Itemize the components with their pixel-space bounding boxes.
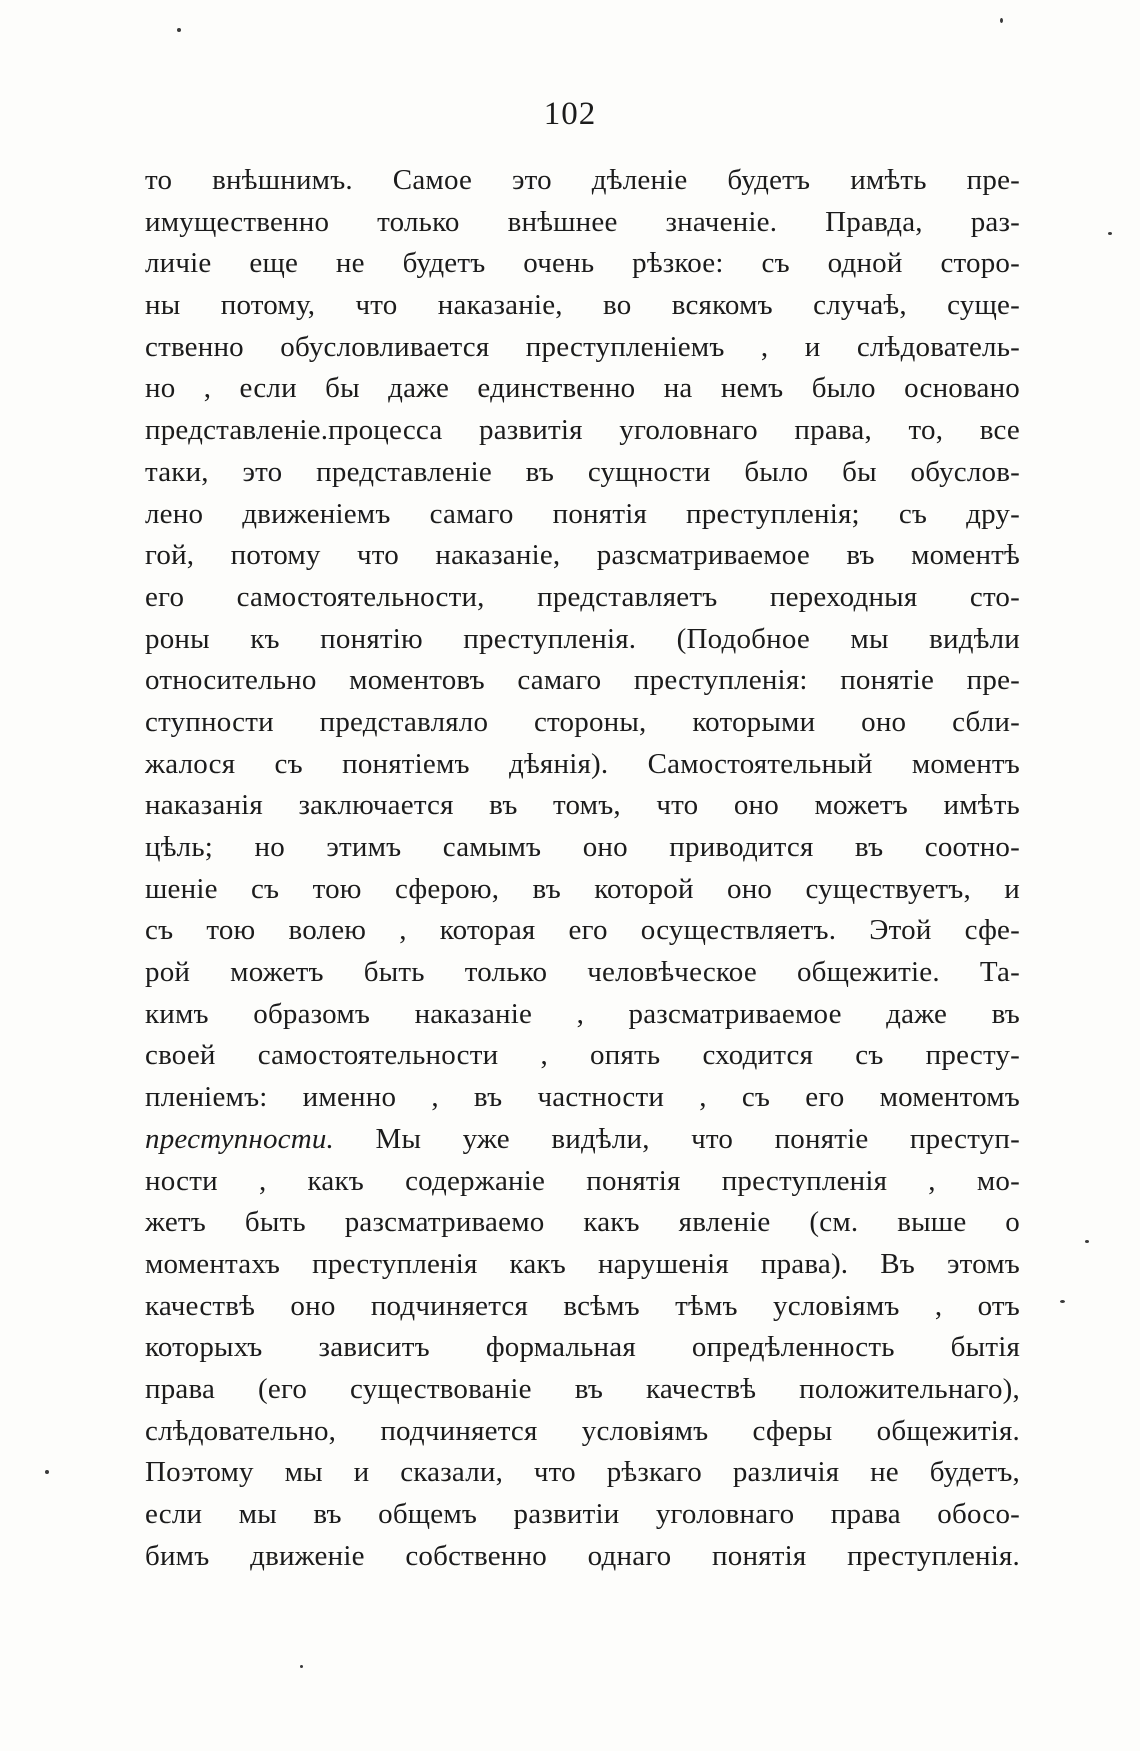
text-line: ны потому, что наказаніе, во всякомъ случаѣ, суще- [145,289,1020,322]
text-line: жалося съ понятіемъ дѣянія). Самостоятельный моментъ [145,747,1020,780]
text-line: наказанія заключается въ томъ, что оно можетъ имѣть [145,789,1020,822]
text-line: то внѣшнимъ. Самое это дѣленіе будетъ имѣть пре- [145,164,1020,196]
text-line-with-italic [145,1119,1020,1161]
text-line: таки, это представленіе въ сущности было бы обуслов- [145,455,1020,488]
scan-speck [1085,1240,1089,1243]
text-line: своей самостоятельности , опять сходится съ престу- [145,1039,1020,1072]
scan-speck [1108,232,1112,235]
text-line: бимъ движеніе собственно однаго понятія преступленія. [145,1539,1020,1572]
text-line: шеніе съ тою сферою, въ которой оно существуетъ, и [145,872,1020,905]
text-line: жетъ быть разсматриваемо какъ явленіе (см. выше о [145,1206,1020,1239]
text-line: рой можетъ быть только человѣческое общежитіе. Та- [145,956,1020,989]
page-number: 102 [543,96,597,132]
text-line: пленіемъ: именно , въ частности , съ его моментомъ [145,1081,1020,1114]
text-line: ности , какъ содержаніе понятія преступленія , мо- [145,1164,1020,1197]
text-line: имущественно только внѣшнее значеніе. Правда, раз- [145,205,1020,238]
text-line: но , если бы даже единственно на немъ было основано [145,372,1020,405]
text-line: роны къ понятію преступленія. (Подобное мы видѣли [145,622,1020,655]
text-line: цѣль; но этимъ самымъ оно приводится въ соотно- [145,831,1020,863]
scan-speck [45,1470,49,1474]
text-line: ступности представляло стороны, которыми оно сбли- [145,705,1020,738]
text-line: качествѣ оно подчиняется всѣмъ тѣмъ условіямъ , отъ [145,1289,1020,1322]
text-line: относительно моментовъ самаго преступленія: понятіе пре- [145,664,1020,697]
text-line: представленіе.процесса развитія уголовнаго права, то, все [145,414,1020,447]
scan-speck [1060,1300,1065,1303]
text-line: если мы въ общемъ развитіи уголовнаго права обосо- [145,1498,1020,1530]
scan-speck [1000,18,1003,23]
italic-term: преступности. [145,1122,335,1155]
text-line: которыхъ зависитъ формальная опредѣленность бытія [145,1331,1020,1364]
text-line: Поэтому мы и сказали, что рѣзкаго различія не будетъ, [145,1456,1020,1489]
text-line-rest: Мы уже видѣли, что понятіе преступ- [334,1122,1020,1155]
text-line: ственно обусловливается преступленіемъ , и слѣдователь- [145,330,1020,363]
text-line: личіе еще не будетъ очень рѣзкое: съ одной сторо- [145,247,1020,280]
text-line: лено движеніемъ самаго понятія преступленія; съ дру- [145,497,1020,530]
text-line: права (его существованіе въ качествѣ положительнаго), [145,1372,1020,1405]
text-line: слѣдовательно, подчиняется условіямъ сферы общежитія. [145,1414,1020,1447]
text-line: моментахъ преступленія какъ нарушенія права). Въ этомъ [145,1247,1020,1280]
text-line: кимъ образомъ наказаніе , разсматриваемое даже въ [145,997,1020,1030]
text-line: гой, потому что наказаніе, разсматриваемое въ моментѣ [145,539,1020,572]
text-line: его самостоятельности, представляетъ переходныя сто- [145,580,1020,613]
scan-speck [177,28,181,32]
text-line: съ тою волею , которая его осуществляетъ. Этой сфе- [145,914,1020,947]
scan-speck [300,1665,303,1668]
body-text [145,160,1020,1577]
